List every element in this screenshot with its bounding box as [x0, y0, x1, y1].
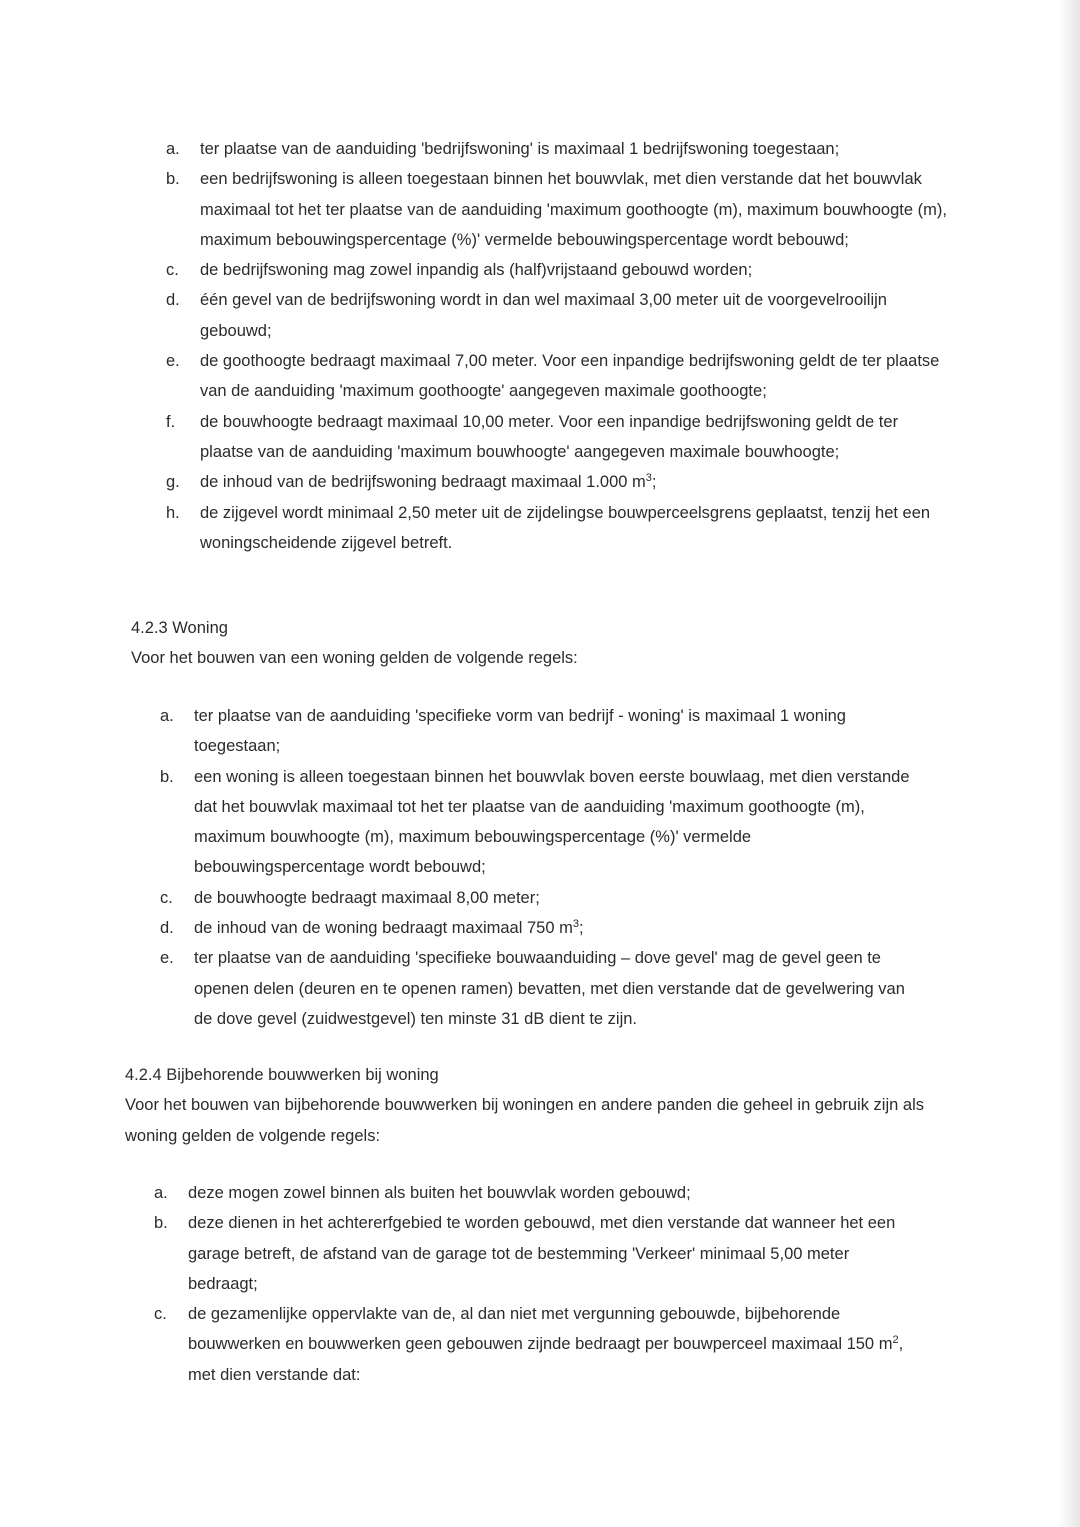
list-item — [160, 701, 919, 762]
list-text: de gezamenlijke oppervlakte van de, al dan niet met vergunning gebouwde, bijbehorende bouwwerken en bouwwerken geen gebouwen zijnde bedraagt per bouwperceel maximaal 150 m — [188, 1305, 893, 1354]
list-marker: h. — [166, 503, 180, 522]
section-intro: Voor het bouwen van bijbehorende bouwwerken bij woningen en andere panden die geheel in gebruik zijn als woning gelden de volgende regels: — [125, 1096, 924, 1145]
list-item — [160, 943, 919, 1034]
list-marker: c. — [154, 1305, 167, 1324]
list-text-tail: ; — [578, 919, 584, 938]
list-item — [160, 913, 919, 943]
list-item — [166, 346, 955, 407]
list-text: de bouwhoogte bedraagt maximaal 8,00 meter; — [194, 888, 540, 907]
list-item — [166, 498, 955, 559]
list-bijbehorende-bouwwerken — [154, 1178, 923, 1390]
list-marker: e. — [160, 949, 174, 968]
list-text: één gevel van de bedrijfswoning wordt in dan wel maximaal 3,00 meter uit de voorgevelrooilijn gebouwd; — [200, 291, 887, 340]
list-marker: f. — [166, 412, 176, 431]
list-marker: b. — [166, 170, 180, 189]
superscript: 2 — [892, 1334, 899, 1347]
list-item — [166, 407, 955, 468]
superscript: 3 — [645, 472, 652, 485]
list-text: deze mogen zowel binnen als buiten het bouwvlak worden gebouwd; — [188, 1184, 691, 1202]
list-item — [166, 255, 955, 285]
superscript: 3 — [572, 918, 579, 931]
section-intro: Voor het bouwen van een woning gelden de volgende regels: — [131, 649, 578, 668]
list-text: een woning is alleen toegestaan binnen het bouwvlak boven eerste bouwlaag, met dien verstande dat het bouwvlak maximaal tot het ter plaatse van de aanduiding 'maximum goothoogte (m), maximum bouwhoogte (m), maximum bebouwingspercentage (%)' vermelde bebouwingspercentage wordt bebouwd; — [194, 767, 910, 877]
list-marker: e. — [166, 352, 180, 371]
list-text: ter plaatse van de aanduiding 'bedrijfswoning' is maximaal 1 bedrijfswoning toegestaan; — [200, 140, 840, 158]
list-marker: d. — [160, 919, 174, 938]
list-marker: g. — [166, 473, 180, 492]
list-item — [166, 164, 955, 255]
list-item — [160, 883, 919, 913]
list-text: de bedrijfswoning mag zowel inpandig als (half)vrijstaand gebouwd worden; — [200, 261, 753, 280]
list-text: de zijgevel wordt minimaal 2,50 meter uit de zijdelingse bouwperceelsgrens geplaatst, tenzij het een woningscheidende zijgevel betreft. — [200, 503, 931, 552]
list-marker: a. — [166, 140, 180, 158]
list-marker: a. — [154, 1184, 168, 1202]
list-item — [166, 467, 955, 497]
list-marker: c. — [160, 888, 173, 907]
list-marker: c. — [166, 261, 179, 280]
list-text: een bedrijfswoning is alleen toegestaan binnen het bouwvlak, met dien verstande dat het bouwvlak maximaal tot het ter plaatse van de aanduiding 'maximum goothoogte (m), maximum bouwhoogte (m), maximum bebouwingspercentage (%)' vermelde bebouwingspercentage wordt bebouwd; — [200, 170, 947, 249]
list-text: de goothoogte bedraagt maximaal 7,00 meter. Voor een inpandige bedrijfswoning geldt de ter plaatse van de aanduiding 'maximum goothoogte' aangegeven maximale goothoogte; — [200, 352, 940, 401]
list-item — [154, 1299, 923, 1390]
list-text-tail: , met dien verstande dat: — [188, 1335, 904, 1384]
list-marker: a. — [160, 707, 174, 725]
list-text: de inhoud van de woning bedraagt maximaal 750 m — [194, 919, 573, 938]
list-item — [166, 285, 955, 346]
list-marker: d. — [166, 291, 180, 310]
list-item — [160, 762, 919, 883]
list-text: ter plaatse van de aanduiding 'specifieke bouwaanduiding – dove gevel' mag de gevel geen te openen delen (deuren en te openen ramen) bevatten, met dien verstande dat de gevelwering van de dove gevel (zuidwestgevel) ten minste 31 dB dient te zijn. — [194, 949, 905, 1028]
list-text: de inhoud van de bedrijfswoning bedraagt maximaal 1.000 m — [200, 473, 646, 492]
section-heading: 4.2.3 Woning — [131, 619, 228, 637]
list-item — [166, 134, 955, 164]
list-text: ter plaatse van de aanduiding 'specifieke vorm van bedrijf - woning' is maximaal 1 woning toegestaan; — [194, 707, 846, 756]
list-text: deze dienen in het achtererfgebied te worden gebouwd, met dien verstande dat wanneer het een garage betreft, de afstand van de garage tot de bestemming 'Verkeer' minimaal 5,00 meter bedraagt; — [188, 1214, 896, 1293]
section-bijbehorende-header — [125, 1060, 925, 1151]
list-marker: b. — [160, 767, 174, 786]
list-woning — [160, 701, 919, 1034]
list-text: de bouwhoogte bedraagt maximaal 10,00 meter. Voor een inpandige bedrijfswoning geldt de ter plaatse van de aanduiding 'maximum bouwhoogte' aangegeven maximale bouwhoogte; — [200, 412, 899, 461]
list-item — [154, 1208, 923, 1299]
list-marker: b. — [154, 1214, 168, 1233]
list-text-tail: ; — [651, 473, 657, 492]
section-heading: 4.2.4 Bijbehorende bouwwerken bij woning — [125, 1066, 439, 1084]
list-item — [154, 1178, 923, 1208]
section-woning-header — [131, 613, 951, 674]
list-bedrijfswoning — [166, 134, 955, 558]
